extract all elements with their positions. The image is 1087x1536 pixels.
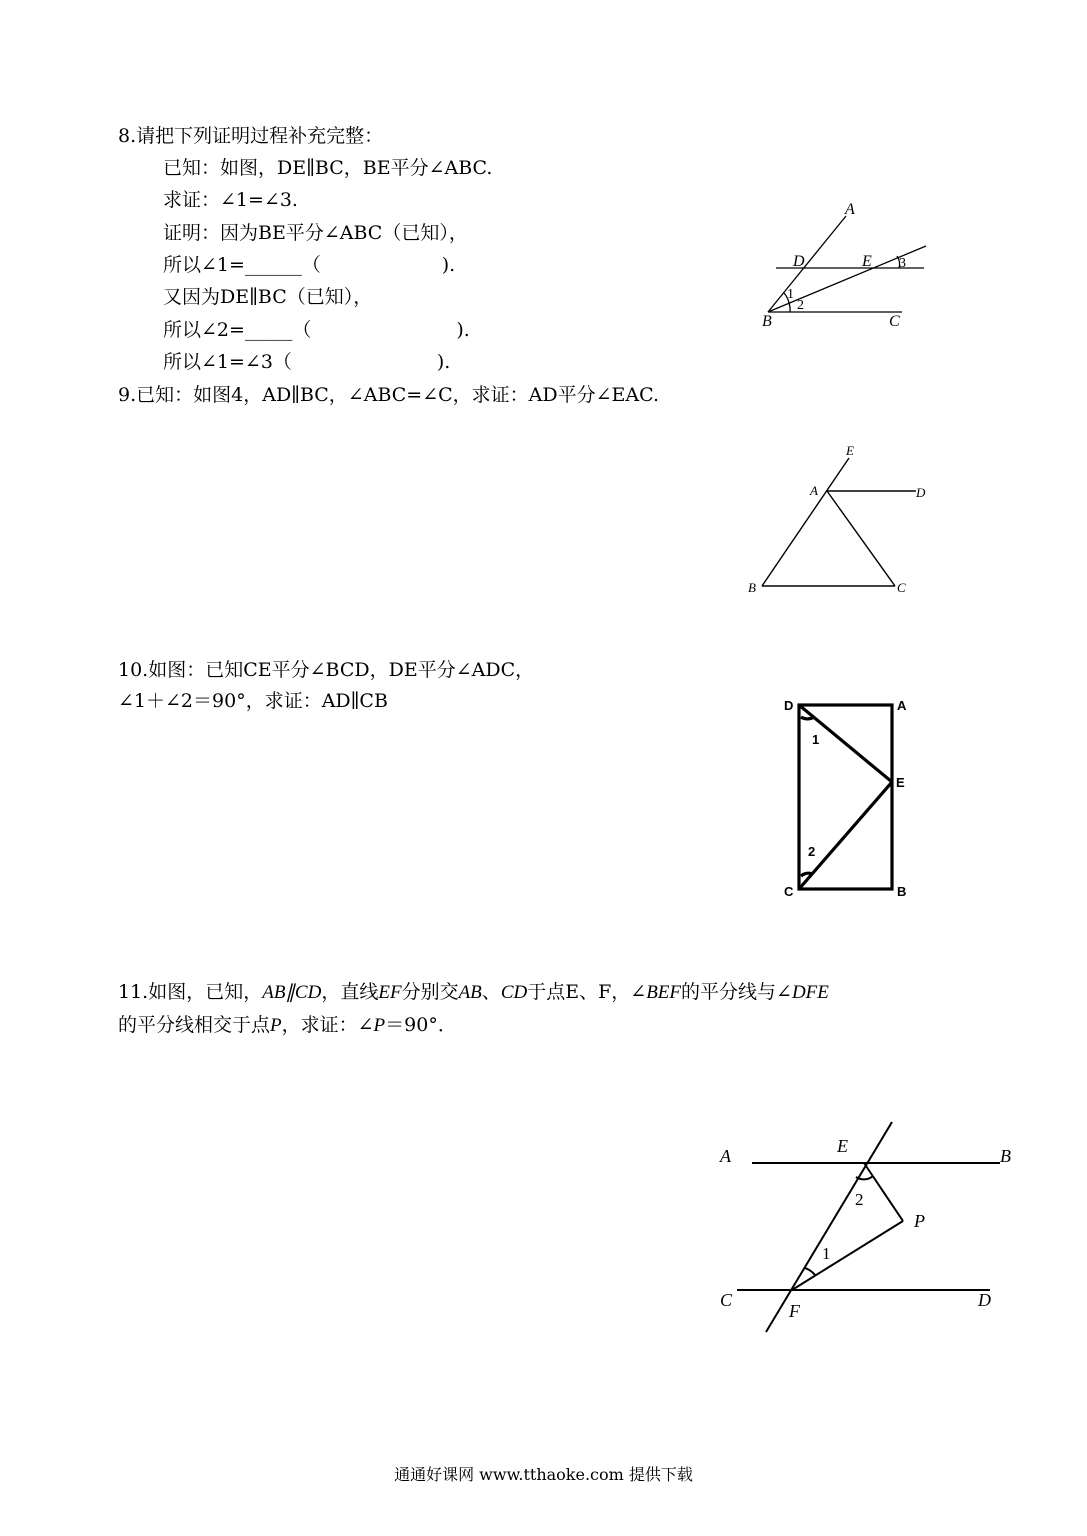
q11-label-p: P (914, 1211, 925, 1231)
q8-step-4: 所以∠1=∠3（ ). (163, 351, 451, 373)
q8-label-3: 3 (899, 256, 906, 271)
q9-label-a: A (810, 483, 818, 498)
q10-line-1: 10.如图：已知CE平分∠BCD，DE平分∠ADC， (118, 659, 535, 681)
q8-title: 8.请把下列证明过程补充完整： (118, 125, 384, 147)
q11-text-1a: 11.如图，已知， (118, 981, 263, 1003)
q11-text-2a: 的平分线相交于点 (118, 1014, 271, 1036)
q11-text-1b: AB∥CD (262, 982, 322, 1003)
q11-text-1j: BEF (646, 982, 682, 1003)
q11-label-e: E (837, 1136, 848, 1156)
q11-label-b: B (1000, 1146, 1011, 1166)
q10-label-2: 2 (808, 844, 816, 859)
q9-label-b: B (748, 580, 756, 595)
q8-proof-1: 证明：因为BE平分∠ABC（已知）， (163, 222, 468, 244)
q11-text-2b: P (270, 1015, 282, 1036)
q9-label-d: D (916, 485, 926, 500)
q11-label-a: A (720, 1146, 731, 1166)
q8-given: 已知：如图，DE∥BC，BE平分∠ABC. (163, 157, 493, 179)
q8-prove: 求证：∠1=∠3. (163, 189, 298, 211)
q11-text-1l: DFE (791, 982, 829, 1003)
q11-text-1h: CD (500, 982, 528, 1003)
q10-label-e: E (896, 775, 905, 790)
q11-label-c: C (720, 1290, 733, 1310)
q8-label-a: A (845, 201, 855, 218)
q9-label-e: E (846, 443, 854, 458)
q11-text-2c: ，求证：∠ (281, 1014, 374, 1036)
q11-text-2d: P (373, 1015, 386, 1036)
q11-text-2e: ＝90°． (385, 1014, 457, 1036)
q11-text-1i: 于点E、F，∠ (527, 981, 647, 1003)
q8-step-3: 所以∠2=_____（ ). (163, 319, 470, 341)
q8-label-1: 1 (787, 287, 794, 302)
q11-line-ep (864, 1163, 903, 1221)
q8-label-c: C (889, 313, 900, 330)
q10-label-1: 1 (812, 732, 820, 747)
q11-angle-arc-1 (805, 1268, 815, 1275)
q11-label-d: D (978, 1290, 991, 1310)
q11-label-2: 2 (855, 1190, 864, 1209)
q8-label-2: 2 (797, 298, 804, 313)
q10-label-d: D (784, 698, 794, 713)
q10-label-a: A (897, 698, 907, 713)
q8-step-1: 所以∠1=______（ ). (163, 254, 456, 276)
q9-text: 9.已知：如图4，AD∥BC，∠ABC=∠C，求证：AD平分∠EAC. (118, 384, 660, 406)
q10-line-2: ∠1＋∠2＝90°，求证：AD∥CB (118, 690, 388, 712)
q8-label-e: E (862, 253, 872, 270)
q8-label-b: B (762, 313, 772, 330)
q11-text-1f: AB (458, 982, 482, 1003)
q11-text-1e: 分别交 (401, 981, 459, 1003)
q11-text-1k: 的平分线与∠ (681, 981, 792, 1003)
q11-line-fp (792, 1221, 903, 1290)
q11-text-1c: ，直线 (321, 981, 379, 1003)
q10-label-b: B (897, 884, 907, 899)
q10-label-c: C (784, 884, 794, 899)
q8-label-d: D (793, 253, 805, 270)
q11-line-ef (766, 1122, 892, 1332)
q11-text-1g: 、 (481, 981, 501, 1003)
q11-text-1d: EF (378, 982, 402, 1003)
footer-source: 通通好课网 www.tthaoke.com 提供下载 (394, 1465, 693, 1484)
q11-label-f: F (789, 1301, 800, 1321)
q8-step-2: 又因为DE∥BC（已知）， (163, 286, 373, 308)
q9-label-c: C (897, 580, 906, 595)
q11-label-1: 1 (822, 1244, 831, 1263)
